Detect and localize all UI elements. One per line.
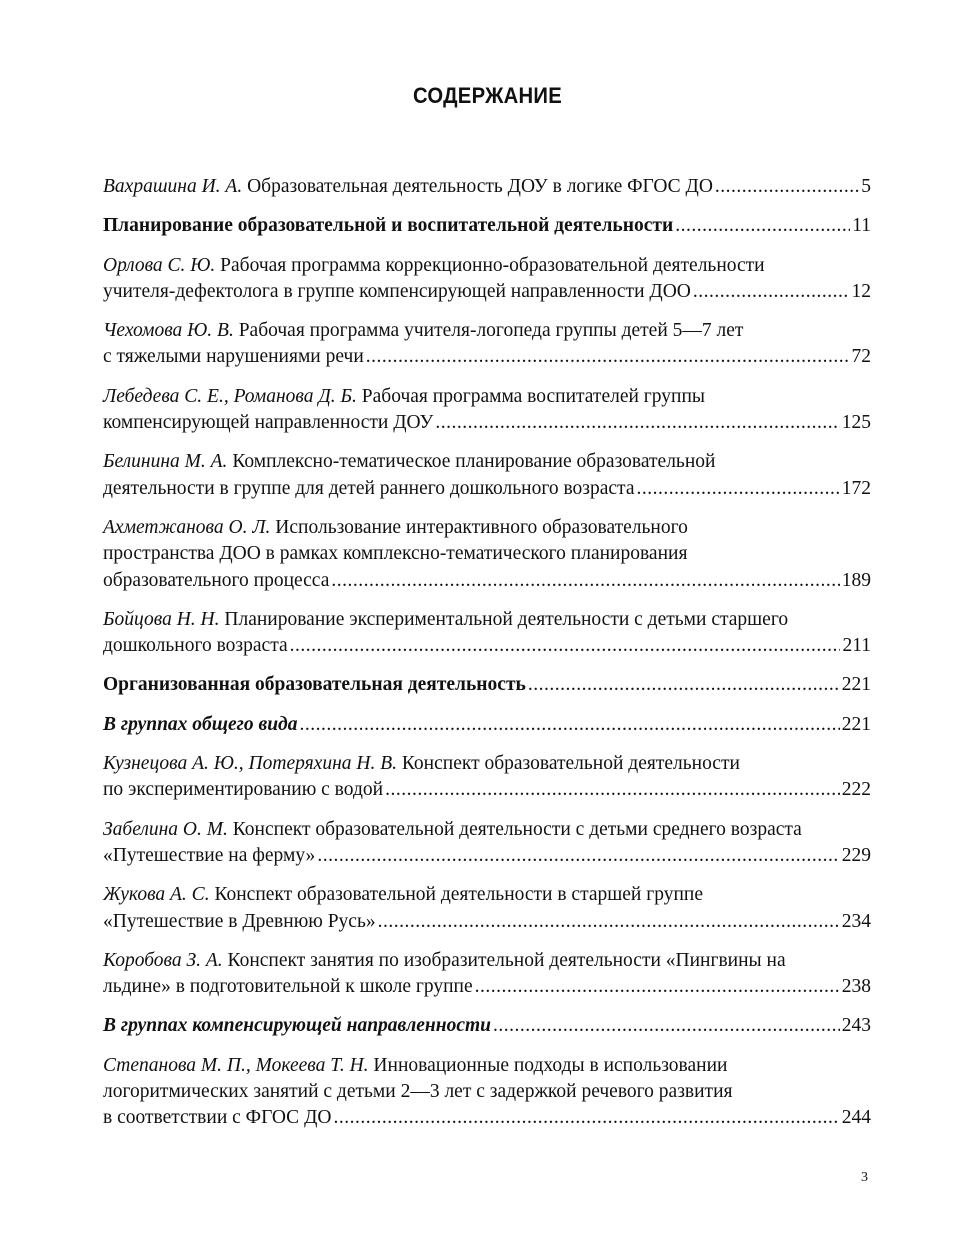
toc-entry-title-text: В группах общего вида <box>103 713 298 735</box>
toc-entry-title-text: компенсирующей направленности ДОУ <box>103 412 434 434</box>
toc-entry-line <box>103 253 871 279</box>
toc-entry-leader-line <box>103 1013 871 1039</box>
toc-entry-author: Орлова С. Ю. <box>103 254 216 276</box>
toc-entry-title-text: Конспект образовательной деятельности в старшей группе <box>214 884 704 906</box>
toc-page-number: 72 <box>851 346 871 368</box>
toc-entry-title <box>103 568 329 594</box>
toc-entry-line <box>103 318 871 344</box>
toc-entry-author: Бойцова Н. Н. <box>103 608 220 630</box>
toc-entry-author: Чехомова Ю. В. <box>103 320 234 342</box>
toc-entry-leader-line <box>103 568 871 594</box>
toc-page-number: 172 <box>841 477 871 499</box>
toc-entry-title <box>103 633 288 659</box>
dot-leader <box>299 712 839 738</box>
toc-entry-title-text: Конспект занятия по изобразительной деятельности «Пингвины на <box>227 949 786 971</box>
toc-entry-title <box>103 213 673 239</box>
toc-page-number: 211 <box>842 635 871 657</box>
toc-entry-line <box>103 751 871 777</box>
toc-entry-title <box>103 843 315 869</box>
toc-entry-author: Степанова М. П., Мокеева Т. Н. <box>103 1054 369 1076</box>
toc-entry-title-text: «Путешествие на ферму» <box>103 844 316 866</box>
toc-entry-title <box>103 777 383 803</box>
toc-page-number: 11 <box>852 215 871 237</box>
toc-entry <box>103 384 871 437</box>
toc-entry-title-text: «Путешествие в Древнюю Русь» <box>103 910 376 932</box>
toc-entry-title-text: Конспект образовательной деятельности с детьми среднего возраста <box>232 818 802 840</box>
toc-entry-title-text: Комплексно-тематическое планирование образовательной <box>232 451 716 473</box>
toc-entry <box>103 253 871 306</box>
toc-entry-title <box>103 174 713 200</box>
toc-entry-title-text: образовательного процесса <box>103 569 330 591</box>
toc-entry-title-text: с тяжелыми нарушениями речи <box>103 346 364 368</box>
toc-page-number: 222 <box>841 779 871 801</box>
toc-entry-line <box>103 384 871 410</box>
toc-entry-title-text: по экспериментированию с водой <box>103 779 384 801</box>
dot-leader <box>378 909 840 935</box>
toc-entry-author: Белинина М. А. <box>103 451 228 473</box>
toc-entry-title <box>103 476 634 502</box>
toc-entry-title <box>103 279 691 305</box>
toc-entry <box>103 751 871 804</box>
toc-entry-line <box>103 607 871 633</box>
toc-page-number: 243 <box>841 1015 871 1037</box>
toc-entry <box>103 174 871 200</box>
toc-entry <box>103 318 871 371</box>
toc-entry-leader-line <box>103 174 871 200</box>
toc-entry-line <box>103 541 871 567</box>
toc-entry-leader-line <box>103 712 871 738</box>
toc-entry-title <box>103 344 364 370</box>
toc-entry-title <box>103 974 473 1000</box>
toc-entry-title-text: Планирование экспериментальной деятельности с детьми старшего <box>224 608 789 630</box>
toc-entry-author: Жукова А. С. <box>103 884 210 906</box>
toc-entry-line <box>103 449 871 475</box>
toc-page-number: 189 <box>841 569 871 591</box>
dot-leader <box>290 633 841 659</box>
toc-entry-leader-line <box>103 777 871 803</box>
toc-entry-author: Вахрашина И. А. <box>103 176 243 197</box>
toc-page-number: 234 <box>841 910 871 932</box>
toc-entry-title-text: пространства ДОО в рамках комплексно-тематического планирования <box>103 543 688 565</box>
dot-leader <box>493 1013 840 1039</box>
toc-entry-leader-line <box>103 843 871 869</box>
toc-entry-line <box>103 1053 871 1079</box>
toc-page-number: 221 <box>841 674 871 696</box>
toc-page-number: 125 <box>841 412 871 434</box>
toc-entry-title-text: Инновационные подходы в использовании <box>373 1054 728 1076</box>
toc-entry-title-text: дошкольного возраста <box>103 635 288 657</box>
dot-leader <box>366 344 850 370</box>
dot-leader <box>693 279 850 305</box>
toc-entry-leader-line <box>103 672 871 698</box>
toc-entry-leader-line <box>103 410 871 436</box>
toc-entry-title <box>103 909 376 935</box>
toc-page-number: 5 <box>861 176 871 197</box>
dot-leader <box>715 174 859 200</box>
toc-entry-line <box>103 515 871 541</box>
toc-entry-line <box>103 1079 871 1105</box>
toc-entry-leader-line <box>103 1105 871 1131</box>
toc-section-heading <box>103 213 871 239</box>
toc-entry <box>103 515 871 594</box>
toc-entry-title-text: Конспект образовательной деятельности <box>401 753 740 775</box>
toc-entry-leader-line <box>103 344 871 370</box>
dot-leader <box>331 568 839 594</box>
toc-entry-title-text: логоритмических занятий с детьми 2—3 лет с задержкой речевого развития <box>103 1081 733 1103</box>
table-of-contents <box>103 174 871 1145</box>
toc-section-heading <box>103 672 871 698</box>
toc-entry <box>103 817 871 870</box>
toc-entry <box>103 607 871 660</box>
toc-entry-author: Забелина О. М. <box>103 818 228 840</box>
toc-entry-line <box>103 882 871 908</box>
toc-entry-title-text: льдине» в подготовительной к школе группе <box>103 976 473 998</box>
toc-entry-title <box>103 1105 331 1131</box>
toc-entry-title-text: Организованная образовательная деятельность <box>103 674 526 696</box>
toc-entry-title-text: Рабочая программа воспитателей группы <box>361 385 706 407</box>
toc-entry-title <box>103 1013 491 1039</box>
toc-entry-title-text: деятельности в группе для детей раннего дошкольного возраста <box>103 477 635 499</box>
dot-leader <box>675 213 850 239</box>
toc-entry-title-text: Рабочая программа учителя-логопеда группы детей 5—7 лет <box>238 320 744 342</box>
toc-entry-title-text: Рабочая программа коррекционно-образовательной деятельности <box>220 254 765 276</box>
toc-entry-title-text: В группах компенсирующей направленности <box>103 1015 491 1037</box>
toc-subsection-heading <box>103 1013 871 1039</box>
toc-entry-title <box>103 712 297 738</box>
toc-entry-leader-line <box>103 213 871 239</box>
toc-entry <box>103 449 871 502</box>
toc-entry-line <box>103 948 871 974</box>
dot-leader <box>317 843 839 869</box>
toc-entry-author: Лебедева С. Е., Романова Д. Б. <box>103 385 357 407</box>
toc-entry-leader-line <box>103 279 871 305</box>
dot-leader <box>475 974 840 1000</box>
toc-entry-title <box>103 672 526 698</box>
toc-entry-title-text: учителя-дефектолога в группе компенсирующей направленности ДОО <box>103 280 691 302</box>
dot-leader <box>528 672 840 698</box>
toc-entry <box>103 882 871 935</box>
dot-leader <box>333 1105 839 1131</box>
toc-entry-leader-line <box>103 974 871 1000</box>
toc-page-number: 229 <box>841 844 871 866</box>
toc-subsection-heading <box>103 712 871 738</box>
toc-entry-author: Коробова З. А. <box>103 949 223 971</box>
toc-entry-line <box>103 817 871 843</box>
dot-leader <box>385 777 840 803</box>
dot-leader <box>435 410 839 436</box>
page-number: 3 <box>861 1170 868 1185</box>
toc-entry-title-text: Планирование образовательной и воспитательной деятельности <box>103 215 674 237</box>
toc-entry-leader-line <box>103 633 871 659</box>
toc-entry <box>103 948 871 1001</box>
page-title: СОДЕРЖАНИЕ <box>412 83 563 108</box>
toc-entry-leader-line <box>103 909 871 935</box>
toc-entry-title-text: в соответствии с ФГОС ДО <box>103 1107 332 1129</box>
toc-entry-title-text: Использование интерактивного образовательного <box>275 516 688 538</box>
toc-entry-title-text: Образовательная деятельность ДОУ в логике ФГОС ДО <box>247 176 713 197</box>
toc-entry-author: Кузнецова А. Ю., Потеряхина Н. В. <box>103 753 398 775</box>
toc-page-number: 244 <box>841 1107 871 1129</box>
toc-entry-title <box>103 410 433 436</box>
toc-page-number: 238 <box>841 976 871 998</box>
dot-leader <box>636 476 839 502</box>
toc-entry-leader-line <box>103 476 871 502</box>
toc-entry-author: Ахметжанова О. Л. <box>103 516 271 538</box>
toc-page-number: 221 <box>841 713 871 735</box>
toc-entry <box>103 1053 871 1132</box>
toc-page-number: 12 <box>851 280 871 302</box>
